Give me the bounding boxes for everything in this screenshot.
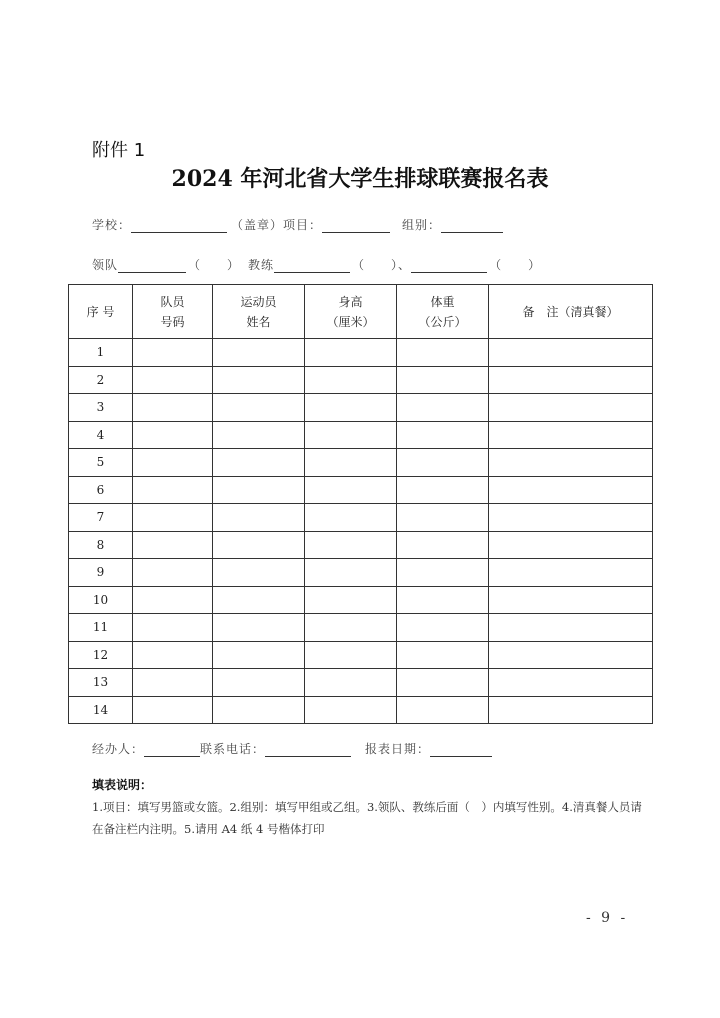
cell-remarks[interactable] xyxy=(489,421,653,449)
cell-player-number[interactable] xyxy=(133,614,213,642)
cell-height[interactable] xyxy=(305,476,397,504)
cell-athlete-name[interactable] xyxy=(213,449,305,477)
header-athlete-name: 运动员 姓名 xyxy=(213,285,305,339)
header-weight: 体重 （公斤） xyxy=(397,285,489,339)
cell-weight[interactable] xyxy=(397,696,489,724)
coach-field-1[interactable] xyxy=(274,258,350,273)
table-row xyxy=(69,531,653,559)
cell-athlete-name[interactable] xyxy=(213,421,305,449)
cell-player-number[interactable] xyxy=(133,421,213,449)
cell-athlete-name[interactable] xyxy=(213,366,305,394)
school-label: 学校： xyxy=(92,218,132,232)
cell-athlete-name[interactable] xyxy=(213,339,305,367)
cell-player-number[interactable] xyxy=(133,504,213,532)
cell-remarks[interactable] xyxy=(489,339,653,367)
table-row xyxy=(69,394,653,422)
table-row xyxy=(69,421,653,449)
cell-athlete-name[interactable] xyxy=(213,586,305,614)
notes-heading: 填表说明： xyxy=(92,778,153,792)
coach-label: 教练 xyxy=(248,258,275,272)
group-field[interactable] xyxy=(441,218,503,233)
cell-remarks[interactable] xyxy=(489,614,653,642)
cell-weight[interactable] xyxy=(397,669,489,697)
cell-remarks[interactable] xyxy=(489,669,653,697)
table-row xyxy=(69,504,653,532)
leader-gender-paren: （ ） xyxy=(188,258,241,272)
notes-text: 1.项目：填写男篮或女篮。2.组别：填写甲组或乙组。3.领队、教练后面（ ）内填写性别。4.清真餐人员请在备注栏内注明。5.请用 A4 纸 4 号楷体打印 xyxy=(92,800,642,836)
cell-remarks[interactable] xyxy=(489,559,653,587)
row-number: 13 xyxy=(69,669,133,697)
cell-athlete-name[interactable] xyxy=(213,394,305,422)
cell-height[interactable] xyxy=(305,394,397,422)
coach1-gender-paren: （ ）、 xyxy=(352,258,412,272)
cell-player-number[interactable] xyxy=(133,669,213,697)
cell-athlete-name[interactable] xyxy=(213,641,305,669)
cell-athlete-name[interactable] xyxy=(213,696,305,724)
row-number: 14 xyxy=(69,696,133,724)
cell-height[interactable] xyxy=(305,559,397,587)
cell-remarks[interactable] xyxy=(489,641,653,669)
header-row xyxy=(69,285,653,339)
row-number: 6 xyxy=(69,476,133,504)
table-row xyxy=(69,366,653,394)
cell-weight[interactable] xyxy=(397,586,489,614)
cell-height[interactable] xyxy=(305,614,397,642)
cell-weight[interactable] xyxy=(397,476,489,504)
attachment-label: 附件 1 xyxy=(92,140,146,161)
group-label: 组别： xyxy=(402,218,442,232)
row-number: 5 xyxy=(69,449,133,477)
coach2-gender-paren: （ ） xyxy=(489,258,542,272)
cell-weight[interactable] xyxy=(397,559,489,587)
cell-remarks[interactable] xyxy=(489,696,653,724)
table-row xyxy=(69,669,653,697)
table-row xyxy=(69,586,653,614)
cell-remarks[interactable] xyxy=(489,531,653,559)
row-number: 10 xyxy=(69,586,133,614)
cell-height[interactable] xyxy=(305,531,397,559)
date-label: 报表日期： xyxy=(365,742,431,756)
row-number: 3 xyxy=(69,394,133,422)
coach-field-2[interactable] xyxy=(411,258,487,273)
cell-player-number[interactable] xyxy=(133,366,213,394)
leader-field[interactable] xyxy=(118,258,186,273)
cell-weight[interactable] xyxy=(397,504,489,532)
page-number: - 9 - xyxy=(586,910,629,926)
row-number: 11 xyxy=(69,614,133,642)
cell-height[interactable] xyxy=(305,339,397,367)
cell-height[interactable] xyxy=(305,449,397,477)
cell-height[interactable] xyxy=(305,421,397,449)
cell-weight[interactable] xyxy=(397,614,489,642)
cell-weight[interactable] xyxy=(397,394,489,422)
table-row xyxy=(69,449,653,477)
table-row xyxy=(69,339,653,367)
cell-height[interactable] xyxy=(305,696,397,724)
row-number: 1 xyxy=(69,339,133,367)
cell-height[interactable] xyxy=(305,586,397,614)
header-remarks: 备 注（清真餐） xyxy=(489,285,653,339)
leader-coach-row xyxy=(92,256,541,273)
handler-label: 经办人： xyxy=(92,742,145,756)
row-number: 7 xyxy=(69,504,133,532)
footer-row xyxy=(92,740,492,757)
cell-remarks[interactable] xyxy=(489,394,653,422)
cell-athlete-name[interactable] xyxy=(213,476,305,504)
cell-remarks[interactable] xyxy=(489,449,653,477)
row-number: 9 xyxy=(69,559,133,587)
cell-remarks[interactable] xyxy=(489,504,653,532)
table-row xyxy=(69,696,653,724)
cell-player-number[interactable] xyxy=(133,586,213,614)
cell-height[interactable] xyxy=(305,669,397,697)
cell-athlete-name[interactable] xyxy=(213,614,305,642)
cell-athlete-name[interactable] xyxy=(213,504,305,532)
cell-weight[interactable] xyxy=(397,339,489,367)
cell-player-number[interactable] xyxy=(133,641,213,669)
cell-remarks[interactable] xyxy=(489,476,653,504)
cell-weight[interactable] xyxy=(397,641,489,669)
project-field[interactable] xyxy=(322,218,390,233)
cell-player-number[interactable] xyxy=(133,449,213,477)
phone-label: 联系电话： xyxy=(200,742,266,756)
row-number: 2 xyxy=(69,366,133,394)
leader-label: 领队 xyxy=(92,258,119,272)
cell-height[interactable] xyxy=(305,366,397,394)
registration-table xyxy=(68,284,653,724)
phone-field[interactable] xyxy=(265,742,351,757)
cell-player-number[interactable] xyxy=(133,696,213,724)
cell-weight[interactable] xyxy=(397,366,489,394)
row-number: 8 xyxy=(69,531,133,559)
header-height: 身高 （厘米） xyxy=(305,285,397,339)
page-title: 2024 年河北省大学生排球联赛报名表 xyxy=(171,166,549,192)
handler-field[interactable] xyxy=(144,742,200,757)
cell-weight[interactable] xyxy=(397,449,489,477)
school-project-row xyxy=(92,216,503,233)
header-index: 序 号 xyxy=(69,285,133,339)
cell-weight[interactable] xyxy=(397,531,489,559)
cell-player-number[interactable] xyxy=(133,339,213,367)
table-row xyxy=(69,559,653,587)
school-field[interactable] xyxy=(131,218,227,233)
cell-athlete-name[interactable] xyxy=(213,669,305,697)
table-row xyxy=(69,476,653,504)
cell-athlete-name[interactable] xyxy=(213,559,305,587)
cell-remarks[interactable] xyxy=(489,366,653,394)
row-number: 4 xyxy=(69,421,133,449)
date-field[interactable] xyxy=(430,742,492,757)
cell-height[interactable] xyxy=(305,641,397,669)
cell-remarks[interactable] xyxy=(489,586,653,614)
table-row xyxy=(69,614,653,642)
cell-height[interactable] xyxy=(305,504,397,532)
cell-weight[interactable] xyxy=(397,421,489,449)
cell-player-number[interactable] xyxy=(133,559,213,587)
seal-project-label: （盖章）项目： xyxy=(231,218,323,232)
table-row xyxy=(69,641,653,669)
row-number: 12 xyxy=(69,641,133,669)
cell-player-number[interactable] xyxy=(133,476,213,504)
cell-athlete-name[interactable] xyxy=(213,531,305,559)
cell-player-number[interactable] xyxy=(133,531,213,559)
header-player-number: 队员 号码 xyxy=(133,285,213,339)
cell-player-number[interactable] xyxy=(133,394,213,422)
